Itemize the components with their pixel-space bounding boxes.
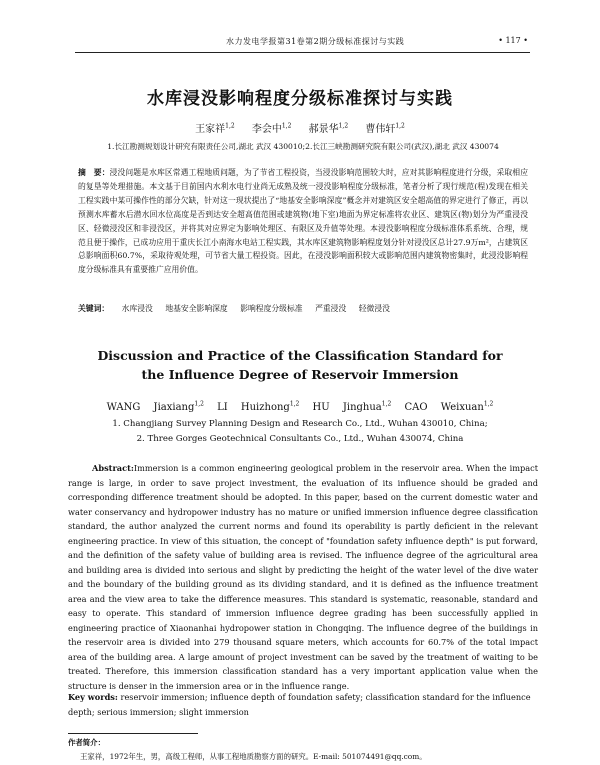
chinese-abstract <box>78 166 528 277</box>
keywords-label: Key words: <box>68 692 118 702</box>
author-name: 王家祥 <box>195 124 226 135</box>
chinese-keywords <box>78 303 528 314</box>
abstract-label: 摘 要： <box>78 168 110 177</box>
author-name: 曹伟轩 <box>365 124 396 135</box>
author-name: WANG Jiaxiang <box>106 402 195 413</box>
english-abstract <box>68 461 538 693</box>
author-affil-mark: 1,2 <box>194 400 204 408</box>
header-rule <box>75 52 530 53</box>
author-affil-mark: 1,2 <box>225 122 235 130</box>
author-name: HU Jinghua <box>312 402 382 413</box>
english-affiliation-1: 1. Changjiang Survey Planning Design and Research Co., Ltd., Wuhan 430010, China; <box>112 419 488 429</box>
footnote-label: 作者简介： <box>68 738 105 747</box>
running-head <box>0 36 600 50</box>
footnote-text: 王家祥，1972年生，男，高级工程师，从事工程地质勘察方面的研究。E-mail: 501074491@qq.com。 <box>80 752 427 761</box>
journal-header: 水力发电学报第31卷第2期分级标准探讨与实践 <box>226 37 405 46</box>
author-name: 郝景华 <box>308 124 339 135</box>
keyword: 影响程度分级标准 <box>240 304 303 313</box>
footnote-rule <box>68 733 198 734</box>
page-number: • 117 • <box>498 36 528 45</box>
author-name: LI Huizhong <box>217 402 290 413</box>
keyword: 严重浸没 <box>315 304 347 313</box>
english-title-line: Discussion and Practice of the Classification Standard for <box>97 348 503 363</box>
author-name: CAO Weixuan <box>404 402 484 413</box>
keyword: 轻微浸没 <box>358 304 390 313</box>
english-keywords <box>68 690 538 719</box>
author-affil-mark: 1,2 <box>395 122 405 130</box>
keywords-label: 关键词： <box>78 304 110 313</box>
author-affil-mark: 1,2 <box>381 400 392 408</box>
keywords-text: reservoir immersion; influence depth of foundation safety; classification standard for the influence depth; serious immersion; slight immersion <box>68 692 531 717</box>
english-title-line: the Influence Degree of Reservoir Immersion <box>141 367 459 382</box>
author-affil-mark: 1,2 <box>483 400 494 408</box>
keyword: 地基安全影响深度 <box>165 304 228 313</box>
author-affil-mark: 1,2 <box>289 400 300 408</box>
keyword: 水库浸没 <box>121 304 153 313</box>
abstract-text: 浸没问题是水库区常遇工程地质问题，为了节省工程投资，当浸没影响范围较大时，应对其影响程度进行分级，采取相应的复垦等处理措施。本文基于目前国内水利水电行业尚无成熟及统一浸没影响程度分级标准，笔者分析了现行规范(程)发现在相关工程实践中某可操作性的部分欠缺，针对这一现状提出了“地基安全影响深度”概念并对建筑区安全超高值的界定进行了修正，再以预测水库蓄水后潜水回水位高度是否到达安全超高值范围或建筑物(地下室)地面为界定标准将农业区、建筑区(物)划分为严重浸没区、轻微浸没区和非浸没区，并将其对应界定为影响处理区、有限区及升值等处理。本浸没影响程度分级标准体系系统、合理，规范且便于操作，已成功应用于重庆长江小南海水电站工程实践，其水库区建筑物影响程度划分针对浸没区总计27.9万m²，占建筑区总影响面积60.7%，采取待观处理，可节省大量工程投资。因此，在浸没影响面积较大或影响范围内建筑物密集时，此浸没影响程度分级标准具有重要推广应用价值。 <box>78 168 529 275</box>
english-affiliation-2: 2. Three Gorges Geotechnical Consultants Co., Ltd., Wuhan 430074, China <box>136 434 464 444</box>
author-affil-mark: 1,2 <box>338 122 349 130</box>
abstract-label: Abstract: <box>92 463 134 473</box>
abstract-text: Immersion is a common engineering geological problem in the reservoir area. When the impact range is large, in order to save project investment, the evaluation of its influence should be graded and corresponding difference treatment should be adopted. In this paper, based on the current domestic water and water conservancy and hydropower industry has no mature or unified immersion influence degree classification standard, the author analyzed the current norms and found its operability is partly deficient in the relevant engineering practice. In view of this situation, the concept of "foundation safety influence depth" is put forward, and the definition of the safety value of building area is revised. The influence degree of the agricultural area and building area is divided into serious and slight by predicting the height of the water level of the dive water and the boundary of the building ground as its dividing standard, and it is defined as the influence treatment area and the view area to take the difference measures. This standard is systematic, reasonable, standard and easy to operate. This standard of immersion influence degree grading has been successfully applied in engineering practice of Xiaonanhai hydropower station in Chongqing. The influence degree of the buildings in the reservoir area is divided into 279 thousand square meters, which accounts for 60.7% of the total impact area of the building area. A large amount of project investment can be saved by the treatment of waiting to be treated. Therefore, this immersion classification standard has a very important application value when the structure is denser in the immersion area or in the influence range. <box>68 463 538 691</box>
author-name: 李会中 <box>251 124 282 135</box>
english-title <box>0 346 600 384</box>
chinese-authors <box>0 120 600 135</box>
chinese-affiliation: 1.长江勘测规划设计研究有限责任公司,湖北 武汉 430010;2.长江三峡勘测研究院有限公司(武汉),湖北 武汉 430074 <box>107 142 499 151</box>
english-authors <box>0 402 600 413</box>
chinese-title: 水库浸没影响程度分级标准探讨与实践 <box>147 89 453 109</box>
author-affil-mark: 1,2 <box>281 122 292 130</box>
